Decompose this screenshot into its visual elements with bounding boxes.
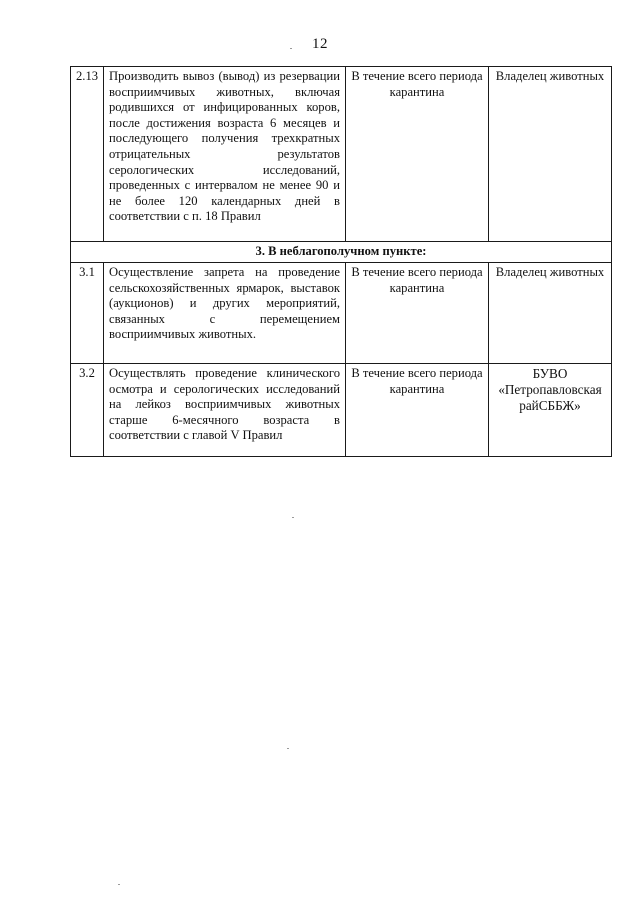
row-action-text: Производить вывоз (вывод) из резервации восприимчивых животных, включая родившихся от инфицированных коров, после достижения возраста 6 месяцев и последующего получения трехкратных отрицательных результатов серологических исследований, проведенных с интервалом не менее 90 и не более 120 календарных дней в соответствии с п. 18 Правил xyxy=(104,67,346,242)
measures-table xyxy=(70,66,612,457)
row-number: 3.2 xyxy=(71,364,104,457)
table-row-3-2 xyxy=(71,364,612,457)
table-row-2-13 xyxy=(71,67,612,242)
row-term-text: В течение всего периода карантина xyxy=(346,364,489,457)
scan-speck xyxy=(290,48,292,49)
responsible-org-abbr: БУВО xyxy=(532,366,568,381)
row-responsible-cell xyxy=(489,364,612,457)
scan-speck xyxy=(118,884,120,885)
responsible-org-name: «Петропавловская райСББЖ» xyxy=(498,382,602,413)
scan-speck xyxy=(292,517,294,518)
row-responsible-text: Владелец животных xyxy=(489,67,612,242)
row-term-text: В течение всего периода карантина xyxy=(346,263,489,364)
section-header-row xyxy=(71,242,612,263)
section-3-title: 3. В неблагополучном пункте: xyxy=(71,242,612,263)
page-number: 12 xyxy=(312,36,328,52)
row-number: 3.1 xyxy=(71,263,104,364)
scan-speck xyxy=(287,748,289,749)
row-number: 2.13 xyxy=(71,67,104,242)
row-term-text: В течение всего периода карантина xyxy=(346,67,489,242)
table-row-3-1 xyxy=(71,263,612,364)
row-action-text: Осуществлять проведение клинического осмотра и серологических исследований на лейкоз восприимчивых животных старше 6-месячного возраста в соответствии с главой V Правил xyxy=(104,364,346,457)
row-responsible-text: Владелец животных xyxy=(489,263,612,364)
row-action-text: Осуществление запрета на проведение сельскохозяйственных ярмарок, выставок (аукционов) и других мероприятий, связанных с перемещением восприимчивых животных. xyxy=(104,263,346,364)
